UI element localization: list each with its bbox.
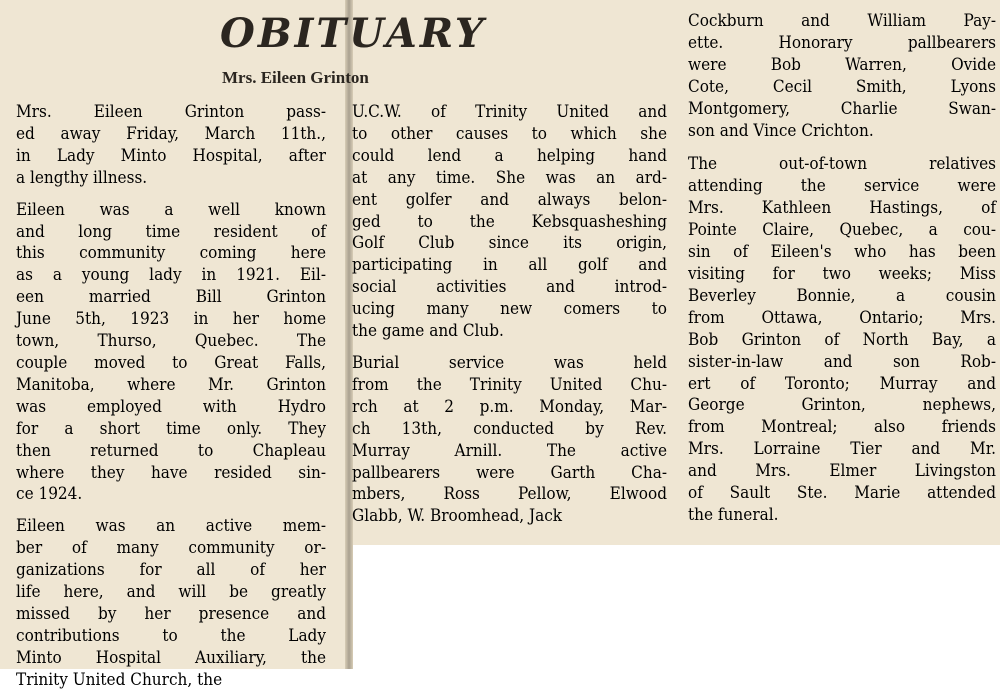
paragraph [688,11,996,142]
column-3 [688,11,996,527]
text-line: Manitoba, where Mr. Grinton [16,374,326,395]
text-line: couple moved to Great Falls, [16,352,326,373]
text-line: mbers, Ross Pellow, Elwood [352,484,667,505]
text-line: as a young lady in 1921. Eil- [16,265,326,286]
text-line: Burial service was held [352,352,667,373]
page-title: OBITUARY [220,10,487,57]
text-line: The out-of-town relatives [688,154,996,175]
column-2 [352,102,667,528]
text-line: Cote, Cecil Smith, Lyons [688,76,996,97]
text-line: the game and Club. [352,321,504,342]
text-line: contributions to the Lady [16,625,326,646]
text-line: U.C.W. of Trinity United and [352,102,667,122]
text-line: son and Vince Crichton. [688,120,874,141]
text-line: sister-in-law and son Rob- [688,351,996,372]
text-line: attending the service were [688,176,996,197]
text-line: Bob Grinton of North Bay, a [688,329,996,350]
text-line: George Grinton, nephews, [688,395,996,416]
text-line: from Ottawa, Ontario; Mrs. [688,307,996,328]
text-line: where they have resided sin- [16,462,326,483]
text-line: could lend a helping hand [352,145,667,166]
text-line: in Lady Minto Hospital, after [16,145,326,166]
text-line: een married Bill Grinton [16,287,326,308]
text-line: to other causes to which she [352,123,667,144]
text-line: Murray Arnill. The active [352,440,667,461]
text-line: Glabb, W. Broomhead, Jack [352,506,563,527]
paragraph [16,200,326,507]
text-line: Cockburn and William Pay- [688,11,996,31]
text-line: rch at 2 p.m. Monday, Mar- [352,396,667,417]
text-line: were Bob Warren, Ovide [688,54,996,75]
text-line: from the Trinity United Chu- [352,374,667,395]
text-line: ed away Friday, March 11th., [16,123,326,144]
text-line: visiting for two weeks; Miss [688,263,996,284]
paragraph [16,102,326,190]
text-line: Golf Club since its origin, [352,233,667,254]
paragraph [352,353,667,528]
column-1 [16,102,326,692]
text-line: social activities and introd- [352,277,667,298]
paragraph [688,154,996,526]
text-line: Pointe Claire, Quebec, a cou- [688,220,996,241]
paragraph [352,102,667,343]
text-line: life here, and will be greatly [16,582,326,603]
text-line: Mrs. Eileen Grinton pass- [16,102,326,122]
text-line: June 5th, 1923 in her home [16,309,326,330]
text-line: town, Thurso, Quebec. The [16,331,326,352]
text-line: participating in all golf and [352,255,667,276]
text-line: pallbearers were Garth Cha- [352,462,667,483]
text-line: and long time resident of [16,221,326,242]
text-line: Minto Hospital Auxiliary, the [16,647,326,668]
text-line: Montgomery, Charlie Swan- [688,98,996,119]
text-line: ganizations for all of her [16,560,326,581]
text-line: this community coming here [16,243,326,264]
text-line: ette. Honorary pallbearers [688,32,996,53]
text-line: ucing many new comers to [352,299,667,320]
text-line: was employed with Hydro [16,396,326,417]
text-line: Beverley Bonnie, a cousin [688,285,996,306]
text-line: for a short time only. They [16,418,326,439]
byline: Mrs. Eileen Grinton [222,68,369,87]
text-line: ch 13th, conducted by Rev. [352,418,667,439]
text-line: and Mrs. Elmer Livingston [688,461,996,482]
text-line: from Montreal; also friends [688,417,996,438]
text-line: at any time. She was an ard- [352,167,667,188]
text-line: missed by her presence and [16,603,326,624]
text-line: ber of many community or- [16,538,326,559]
text-line: Mrs. Kathleen Hastings, of [688,198,996,219]
text-line: Trinity United Church, the [16,669,223,690]
text-line: a lengthy illness. [16,167,148,188]
text-line: Mrs. Lorraine Tier and Mr. [688,439,996,460]
text-line: Eileen was an active mem- [16,516,326,537]
text-line: ert of Toronto; Murray and [688,373,996,394]
text-line: of Sault Ste. Marie attended [688,483,996,504]
text-line: ged to the Kebsquasheshing [352,211,667,232]
text-line: then returned to Chapleau [16,440,326,461]
text-line: Eileen was a well known [16,199,326,220]
text-line: sin of Eileen's who has been [688,242,996,263]
text-line: ent golfer and always belon- [352,189,667,210]
text-line: ce 1924. [16,484,83,505]
paragraph [16,516,326,691]
text-line: the funeral. [688,504,779,525]
